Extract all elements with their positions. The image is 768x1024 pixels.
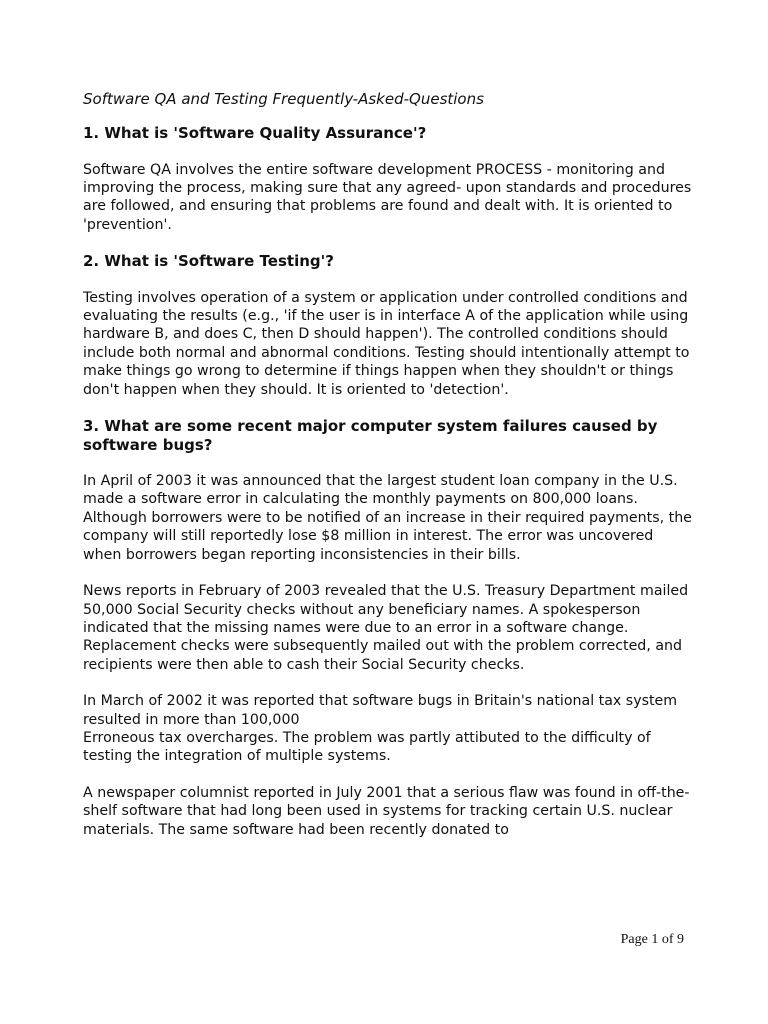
document-title: Software QA and Testing Frequently-Asked-Questions [83, 90, 484, 108]
document-page [83, 90, 693, 857]
answer-3-paragraph-2: News reports in February of 2003 revealed that the U.S. Treasury Department mailed 50,000 Social Security checks without any beneficiary names. A spokesperson indicated that the missing names were due to an error in a software change. Replacement checks were subsequently mailed out with the problem corrected, and recipients were then able to cash their Social Security checks. [83, 583, 689, 673]
answer-3-paragraph-4: A newspaper columnist reported in July 2001 that a serious flaw was found in off-the-shelf software that had long been used in systems for tracking certain U.S. nuclear materials. The same software had been recently donated to [83, 784, 690, 838]
answer-3-paragraph-3-line-1: In March of 2002 it was reported that software bugs in Britain's national tax system resulted in more than 100,000 [83, 693, 678, 728]
question-1-heading: 1. What is 'Software Quality Assurance'? [83, 124, 427, 142]
question-2-heading: 2. What is 'Software Testing'? [83, 252, 334, 271]
question-3-heading: 3. What are some recent major computer system failures caused by software bugs? [83, 417, 658, 454]
answer-3-paragraph-3-line-2: Erroneous tax overcharges. The problem was partly attibuted to the difficulty of testing the integration of multiple systems. [83, 729, 651, 765]
page-number: Page 1 of 9 [620, 932, 684, 947]
answer-3-paragraph-1: In April of 2003 it was announced that the largest student loan company in the U.S. made a software error in calculating the monthly payments on 800,000 loans. Although borrowers were to be notified of an increase in their required payments, the company will still reportedly lose $8 million in interest. The error was uncovered when borrowers began reporting inconsistencies in their bills. [83, 473, 692, 563]
answer-2-paragraph: Testing involves operation of a system or application under controlled conditions and evaluating the results (e.g., 'if the user is in interface A of the application while using hardware B, and does C, then D should happen'). The controlled conditions should include both normal and abnormal conditions. Testing should intentionally attempt to make things go wrong to determine if things happen when they shouldn't or things don't happen when they should. It is oriented to 'detection'. [83, 289, 690, 398]
answer-1-paragraph: Software QA involves the entire software development PROCESS - monitoring and improving the process, making sure that any agreed- upon standards and procedures are followed, and ensuring that problems are found and dealt with. It is oriented to 'prevention'. [83, 161, 692, 233]
